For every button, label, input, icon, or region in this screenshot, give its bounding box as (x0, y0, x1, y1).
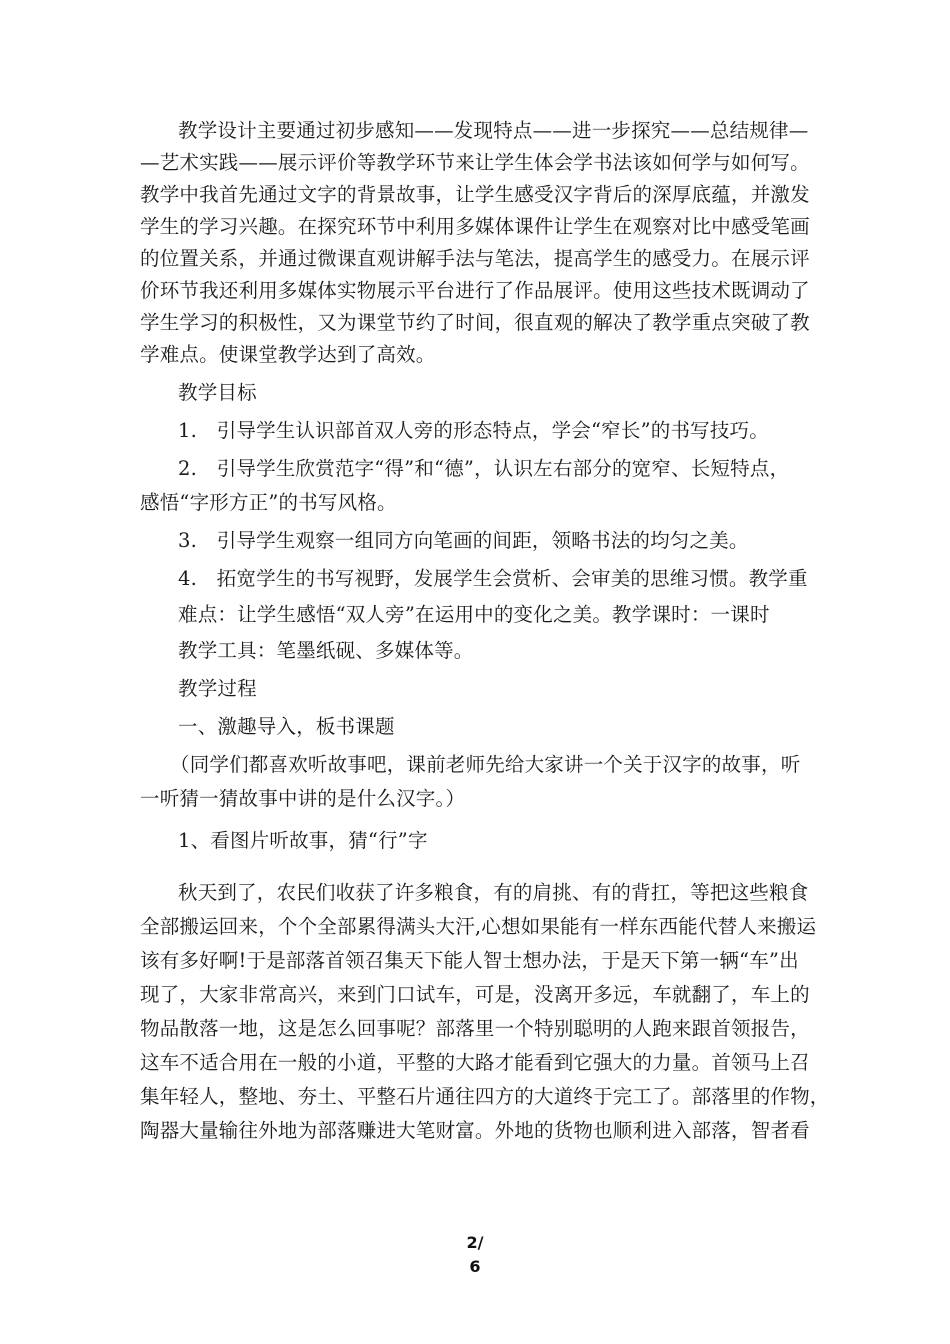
goal-item: 3. 引导学生观察一组同方向笔画的间距，领略书法的均匀之美。 (178, 529, 749, 552)
paragraph-line: 学难点。使课堂教学达到了高效。 (140, 343, 436, 366)
paragraph-line: 教学中我首先通过文字的背景故事，让学生感受汉字背后的深厚底蕴，并激发 (140, 183, 810, 206)
goal-item: 4. 拓宽学生的书写视野，发展学生会赏析、会审美的思维习惯。教学重 (178, 567, 808, 590)
goal-item: 1. 引导学生认识部首双人旁的形态特点，学会“窄长”的书写技巧。 (178, 419, 769, 442)
intro-line: （同学们都喜欢听故事吧，课前老师先给大家讲一个关于汉字的故事，听 (170, 753, 801, 776)
story-line: 现了，大家非常高兴，来到门口试车，可是，没离开多远，车就翻了，车上的 (140, 983, 810, 1006)
section-heading-goals: 教学目标 (178, 381, 257, 404)
page-total: 6 (469, 1257, 481, 1276)
teaching-tools: 教学工具：笔墨纸砚、多媒体等。 (178, 639, 474, 662)
paragraph-line: 学生学习的积极性，又为课堂节约了时间，很直观的解决了教学重点突破了教 (140, 311, 810, 334)
sub-step-heading: 1、看图片听故事，猜“行”字 (178, 829, 428, 852)
story-line: 这车不适合用在一般的小道，平整的大路才能看到它强大的力量。首领马上召 (140, 1051, 810, 1074)
story-line: 秋天到了，农民们收获了许多粮食，有的肩挑、有的背扛，等把这些粮食 (178, 881, 809, 904)
story-line: 全部搬运回来，个个全部累得满头大汗,心想如果能有一样东西能代替人来搬运 (140, 915, 817, 938)
goal-item-continued: 感悟“字形方正”的书写风格。 (140, 491, 397, 514)
paragraph-line: 教学设计主要通过初步感知——发现特点——进一步探究——总结规律— (178, 119, 809, 142)
story-line: 物品散落一地，这是怎么回事呢？部落里一个特别聪明的人跑来跟首领报告， (140, 1017, 810, 1040)
section-heading-process: 教学过程 (178, 677, 257, 700)
goal-item: 2. 引导学生欣赏范字“得”和“德”，认识左右部分的宽窄、长短特点， (178, 457, 790, 480)
paragraph-line: 学生的学习兴趣。在探究环节中利用多媒体课件让学生在观察对比中感受笔画 (140, 215, 810, 238)
paragraph-line: —艺术实践——展示评价等教学环节来让学生体会学书法该如何学与如何写。 (140, 151, 810, 174)
paragraph-line: 价环节我还利用多媒体实物展示平台进行了作品展评。使用这些技术既调动了 (140, 279, 810, 302)
page-number: 2/ (466, 1233, 484, 1252)
paragraph-line: 的位置关系，并通过微课直观讲解手法与笔法，提高学生的感受力。在展示评 (140, 247, 810, 270)
intro-line: 一听猜一猜故事中讲的是什么汉字。） (140, 787, 466, 810)
story-line: 集年轻人，整地、夯土、平整石片通往四方的大道终于完工了。部落里的作物， (140, 1085, 830, 1108)
story-line: 陶器大量输往外地为部落赚进大笔财富。外地的货物也顺利进入部落，智者看 (140, 1119, 810, 1142)
goal-item-continued: 难点：让学生感悟“双人旁”在运用中的变化之美。教学课时：一课时 (178, 603, 770, 626)
story-line: 该有多好啊!于是部落首领召集天下能人智士想办法，于是天下第一辆“车”出 (140, 949, 799, 972)
step-heading: 一、激趣导入，板书课题 (178, 715, 395, 738)
